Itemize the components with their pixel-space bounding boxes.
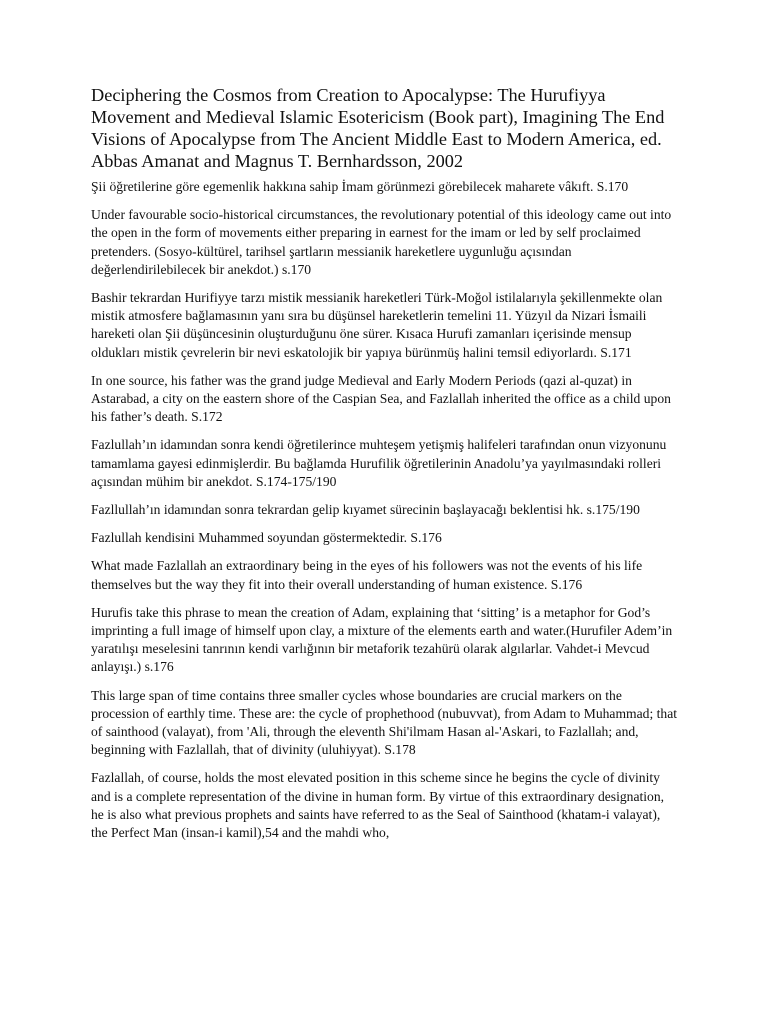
paragraph: Fazlullah kendisini Muhammed soyundan göstermektedir. S.176 — [91, 530, 442, 546]
paragraph: Fazlullah’ın idamından sonra kendi öğretilerince muhteşem yetişmiş halifeleri tarafından onun vizyonunu tamamlama gayesi edinmişlerdir. Bu bağlamda Hurufilik öğretilerinin Anadolu’ya yayılmasındaki rolleri açısından mühim bir anekdot. S.174-175/190 — [91, 437, 667, 489]
document-title: Deciphering the Cosmos from Creation to Apocalypse: The Hurufiyya Movement and Medieval Islamic Esotericism (Book part), Imagining The End Visions of Apocalypse from The Ancient Middle East to Modern America, ed. Abbas Amanat and Magnus T. Bernhardsson, 2002 — [91, 85, 665, 171]
paragraph: Under favourable socio-historical circumstances, the revolutionary potential of this ideology came out into the open in the form of movements either preparing in earnest for the imam or led by self proclaimed pretenders. (Sosyo-kültürel, tarihsel şartların messianik hareketlere uygunluğu açısından değerlendirilebilecek bir anekdot.) s.170 — [91, 207, 672, 277]
paragraph: Şii öğretilerine göre egemenlik hakkına sahip İmam görünmezi görebilecek maharete vâkıft. S.170 — [91, 179, 629, 194]
paragraph: What made Fazlallah an extraordinary being in the eyes of his followers was not the events of his life themselves but the way they fit into their overall understanding of human existence. S.176 — [91, 558, 643, 592]
paragraph: Hurufis take this phrase to mean the creation of Adam, explaining that ‘sitting’ is a metaphor for God’s imprinting a full image of himself upon clay, a mixture of the elements earth and water.(Hurufiler Adem’in yaratılışı meselesini tanrının kendi varlığının bir metaforik tezahürü olarak algılarlar. Vahdet-i Mevcud anlayışı.) s.176 — [91, 604, 673, 675]
paragraph: Bashir tekrardan Hurifiyye tarzı mistik messianik hareketleri Türk-Moğol istilalarıyla şekillenmekte olan mistik atmosfere bağlamasının yanı sıra bu düşünsel hareketlerin temelini 11. Yüzyıl da Nizari İsmaili hareketi olan Şii düşüncesinin oluşturduğunu öne sürer. Kısaca Hurufi zamanları içerisinde mensup oldukları mistik çevrelerin bir nevi eskatolojik bir yapıya bürünmüş halini temsil ediyorlardı. S.171 — [91, 290, 663, 360]
document-page — [91, 84, 677, 852]
paragraph: This large span of time contains three smaller cycles whose boundaries are crucial markers on the procession of earthly time. These are: the cycle of prophethood (nubuvvat), from Adam to Muhammad; that of sainthood (valayat), from 'Ali, through the eleventh Shi'ilmam Hasan al-'Askari, to Fazlallah; and, beginning with Fazlallah, that of divinity (uluhiyyat). S.178 — [91, 687, 678, 758]
paragraph: Fazllullah’ın idamından sonra tekrardan gelip kıyamet sürecinin başlayacağı beklentisi hk. s.175/190 — [91, 502, 640, 518]
paragraph: Fazlallah, of course, holds the most elevated position in this scheme since he begins the cycle of divinity and is a complete representation of the divine in human form. By virtue of this extraordinary designation, he is also what previous prophets and saints have referred to as the Seal of Sainthood (khatam-i valayat), the Perfect Man (insan-i kamil),54 and the mahdi who, — [91, 770, 665, 841]
paragraph: In one source, his father was the grand judge Medieval and Early Modern Periods (qazi al-quzat) in Astarabad, a city on the eastern shore of the Caspian Sea, and Fazlallah inherited the office as a child upon his father’s death. S.172 — [91, 372, 671, 425]
